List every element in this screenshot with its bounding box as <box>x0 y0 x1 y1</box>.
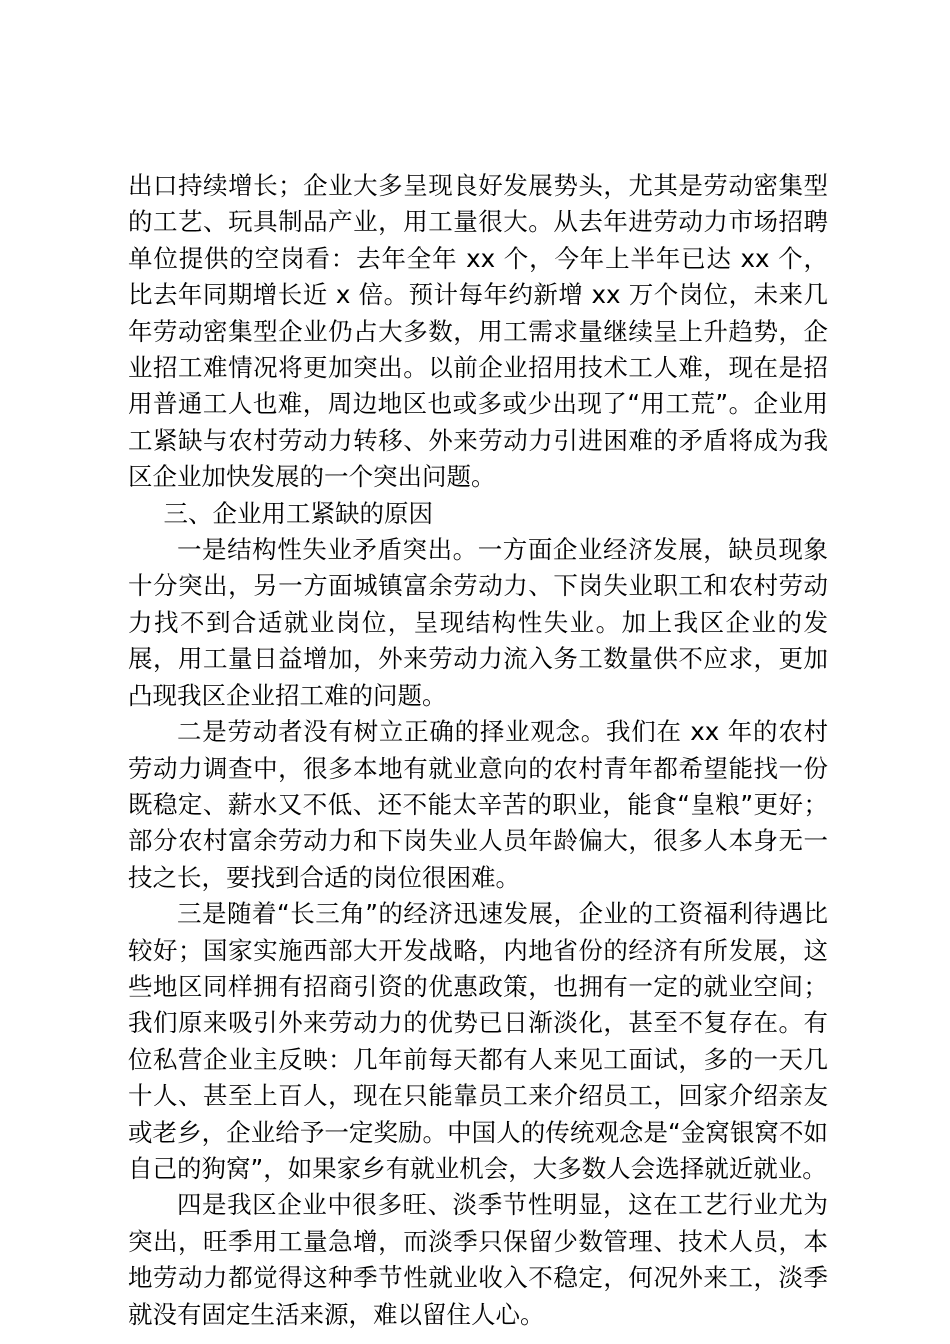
paragraph-export-growth: 出口持续增长；企业大多呈现良好发展势头，尤其是劳动密集型的工艺、玩具制品产业，用工量很大。从去年进劳动力市场招聘单位提供的空岗看：去年全年 xx 个，今年上半年已达 xx 个，比去年同期增长近 x 倍。预计每年约新增 xx 万个岗位，未来几年劳动密集型企业仍占大多数，用工需求量继续呈上升趋势，企业招工难情况将更加突出。以前企业招用技术工人难，现在是招用普通工人也难，周边地区也或多或少出现了“用工荒”。企业用工紧缺与农村劳动力转移、外来劳动力引进困难的矛盾将成为我区企业加快发展的一个突出问题。 <box>128 171 828 492</box>
paragraph-structural-unemployment: 一是结构性失业矛盾突出。一方面企业经济发展，缺员现象十分突出，另一方面城镇富余劳动力、下岗失业职工和农村劳动力找不到合适就业岗位，呈现结构性失业。加上我区企业的发展，用工量日益增加，外来劳动力流入务工数量供不应求，更加凸现我区企业招工难的问题。 <box>128 535 828 710</box>
document-body <box>128 168 828 1333</box>
section-heading-causes: 三、企业用工紧缺的原因 <box>163 498 434 528</box>
paragraph-career-outlook: 二是劳动者没有树立正确的择业观念。我们在 xx 年的农村劳动力调查中，很多本地有就业意向的农村青年都希望能找一份既稳定、薪水又不低、还不能太辛苦的职业，能食“皇粮”更好；部分农村富余劳动力和下岗失业人员年龄偏大，很多人本身无一技之长，要找到合适的岗位很困难。 <box>128 717 828 892</box>
paragraph-regional-competition: 三是随着“长三角”的经济迅速发展，企业的工资福利待遇比较好；国家实施西部大开发战略，内地省份的经济有所发展，这些地区同样拥有招商引资的优惠政策，也拥有一定的就业空间；我们原来吸引外来劳动力的优势已日渐淡化，甚至不复存在。有位私营企业主反映：几年前每天都有人来见工面试，多的一天几十人、甚至上百人，现在只能靠员工来介绍员工，回家介绍亲友或老乡，企业给予一定奖励。中国人的传统观念是“金窝银窝不如自己的狗窝”，如果家乡有就业机会，大多数人会选择就近就业。 <box>128 899 828 1183</box>
paragraph-seasonal-employment: 四是我区企业中很多旺、淡季节性明显，这在工艺行业尤为突出，旺季用工量急增，而淡季只保留少数管理、技术人员，本地劳动力都觉得这种季节性就业收入不稳定，何况外来工，淡季就没有固定生活来源，难以留住人心。 <box>128 1190 828 1329</box>
